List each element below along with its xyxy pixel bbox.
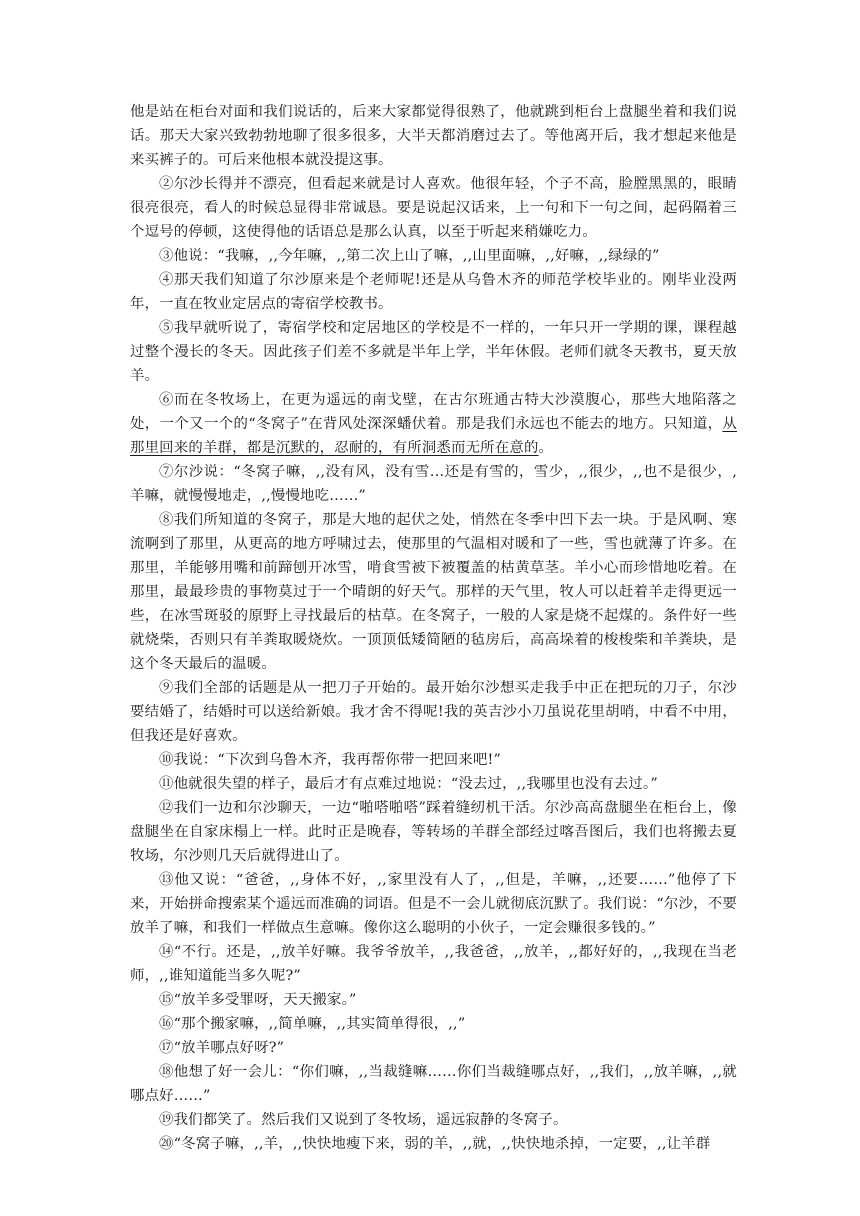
paragraph-6 (130, 388, 737, 460)
paragraph-12: ⑫我们一边和尔沙聊天，一边“啪嗒啪嗒”踩着缝纫机干活。尔沙高高盘腿坐在柜台上，像盘腿坐在自家床榻上一样。此时正是晚春，等转场的羊群全部经过喀吾图后，我们也将搬去夏牧场，尔沙则几天后就得进山了。 (130, 800, 737, 864)
paragraph-20: ⑳“冬窝子嘛，,,羊，,,快快地瘦下来，弱的羊，,,就，,,快快地杀掉，一定要，,,让羊群 (159, 1136, 711, 1152)
document-page (130, 100, 737, 1156)
paragraph-15: ⑮“放羊多受罪呀，天天搬家。” (159, 992, 357, 1008)
paragraph-continued: 他是站在柜台对面和我们说话的，后来大家都觉得很熟了，他就跳到柜台上盘腿坐着和我们说话。那天大家兴致勃勃地聊了很多很多，大半天都消磨过去了。等他离开后，我才想起来他是来买裤子的。可后来他根本就没提这事。 (130, 104, 737, 168)
paragraph-5: ⑤我早就听说了，寄宿学校和定居地区的学校是不一样的，一年只开一学期的课，课程越过整个漫长的冬天。因此孩子们差不多就是半年上学，半年休假。老师们就冬天教书，夏天放羊。 (130, 320, 737, 384)
paragraph-10: ⑩我说：“下次到乌鲁木齐，我再帮你带一把回来吧!” (159, 752, 502, 768)
paragraph-19: ⑲我们都笑了。然后我们又说到了冬牧场，遥远寂静的冬窝子。 (159, 1112, 568, 1128)
paragraph-2: ②尔沙长得并不漂亮，但看起来就是讨人喜欢。他很年轻，个子不高，脸膛黑黑的，眼睛很亮很亮，看人的时候总显得非常诚恳。要是说起汉话来，上一句和下一句之间，起码隔着三个逗号的停顿，这使得他的话语总是那么认真，以至于听起来稍嫌吃力。 (130, 176, 737, 240)
paragraph-7: ⑦尔沙说：“冬窝子嘛，,,没有风，没有雪…还是有雪的，雪少，,,很少，,,也不是很少，,羊嘛，就慢慢地走，,,慢慢地吃……” (130, 464, 737, 504)
underlined-sentence: 从那里回来的羊群，都是沉默的，忍耐的，有所洞悉而无所在意的 (130, 416, 737, 456)
paragraph-18: ⑱他想了好一会儿：“你们嘛，,,当裁缝嘛……你们当裁缝哪点好，,,我们，,,放羊嘛，,,就哪点好……” (130, 1064, 737, 1104)
paragraph-4: ④那天我们知道了尔沙原来是个老师呢!还是从乌鲁木齐的师范学校毕业的。刚毕业没两年，一直在牧业定居点的寄宿学校教书。 (130, 272, 737, 312)
paragraph-6-text: ⑥而在冬牧场上，在更为遥远的南戈壁，在古尔班通古特大沙漠腹心，那些大地陷落之处，一个又一个的“冬窝子”在背风处深深蟠伏着。那是我们永远也不能去的地方。只知道， (130, 392, 737, 432)
paragraph-16: ⑯“那个搬家嘛，,,简单嘛，,,其实简单得很，,,” (159, 1016, 466, 1032)
paragraph-14: ⑭“不行。还是，,,放羊好嘛。我爷爷放羊，,,我爸爸，,,放羊，,,都好好的，,,我现在当老师，,,谁知道能当多久呢?” (130, 944, 737, 984)
paragraph-3: ③他说：“我嘛，,,今年嘛，,,第二次上山了嘛，,,山里面嘛，,,好嘛，,,绿绿的” (159, 248, 660, 264)
paragraph-13: ⑬他又说：“爸爸，,,身体不好，,,家里没有人了，,,但是，羊嘛，,,还要……”他停了下来，开始拼命搜索某个遥远而准确的词语。但是不一会儿就彻底沉默了。我们说：“尔沙，不要放羊了嘛，和我们一样做点生意嘛。像你这么聪明的小伙子，一定会赚很多钱的。” (130, 872, 737, 936)
paragraph-9: ⑨我们全部的话题是从一把刀子开始的。最开始尔沙想买走我手中正在把玩的刀子，尔沙要结婚了，结婚时可以送给新娘。我才舍不得呢!我的英吉沙小刀虽说花里胡哨，中看不中用，但我还是好喜欢。 (130, 680, 737, 744)
paragraph-8: ⑧我们所知道的冬窝子，那是大地的起伏之处，悄然在冬季中凹下去一块。于是风啊、寒流啊到了那里，从更高的地方呼啸过去，使那里的气温相对暖和了一些，雪也就薄了许多。在那里，羊能够用嘴和前蹄刨开冰雪，啃食雪被下被覆盖的枯黄草茎。羊小心而珍惜地吃着。在那里，最最珍贵的事物莫过于一个晴朗的好天气。那样的天气里，牧人可以赶着羊走得更远一些，在冰雪斑驳的原野上寻找最后的枯草。在冬窝子，一般的人家是烧不起煤的。条件好一些就烧柴，否则只有羊粪取暖烧炊。一顶顶低矮简陋的毡房后，高高垛着的梭梭柴和羊粪块，是这个冬天最后的温暖。 (130, 512, 737, 672)
paragraph-11: ⑪他就很失望的样子，最后才有点难过地说：“没去过，,,我哪里也没有去过。” (159, 776, 658, 792)
paragraph-6-tail: 。 (538, 440, 554, 456)
paragraph-17: ⑰“放羊哪点好呀?” (159, 1040, 285, 1056)
